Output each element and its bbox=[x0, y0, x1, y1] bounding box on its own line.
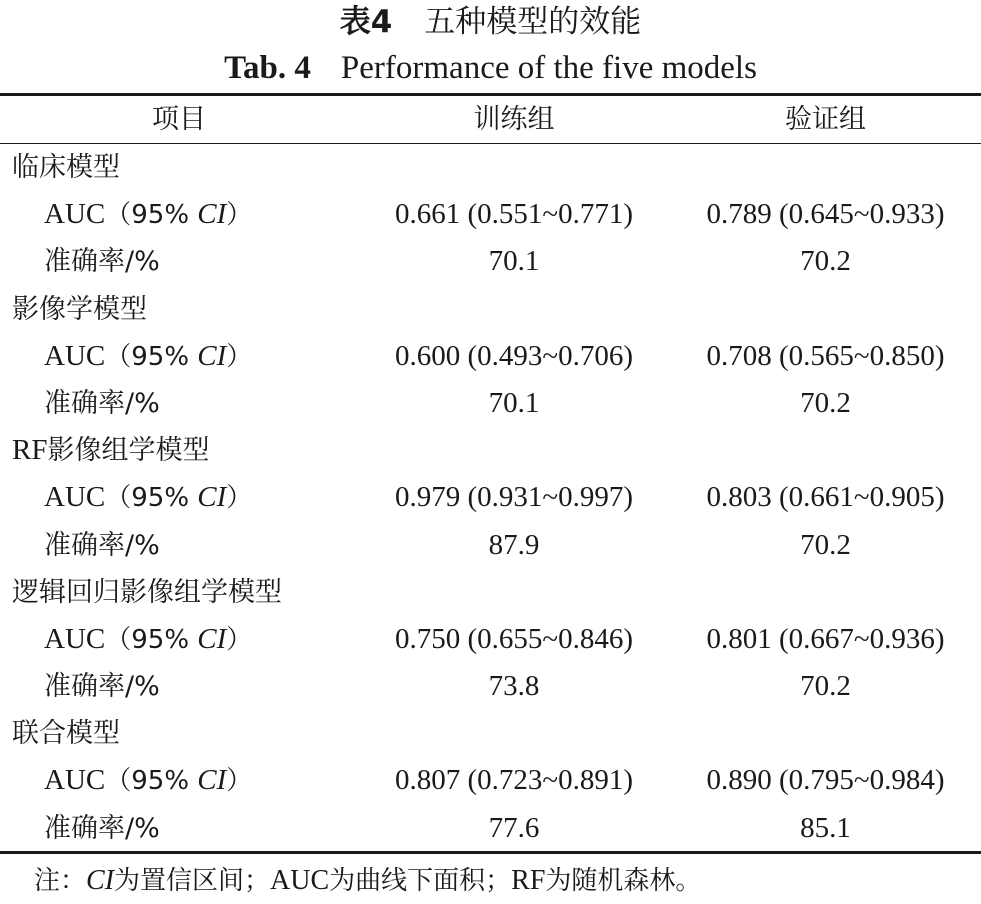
accuracy-valid-value: 85.1 bbox=[800, 811, 851, 844]
table-row-accuracy bbox=[0, 522, 981, 569]
accuracy-valid-value: 70.2 bbox=[800, 528, 851, 561]
accuracy-train-value: 70.1 bbox=[488, 386, 540, 419]
table-row-accuracy bbox=[0, 805, 981, 852]
table-header-row bbox=[0, 96, 981, 143]
accuracy-label: 准确率/% bbox=[44, 812, 160, 844]
auc-label: AUC（95% CI） bbox=[44, 339, 253, 372]
auc-label: AUC（95% CI） bbox=[44, 198, 253, 231]
table-body bbox=[0, 144, 981, 852]
accuracy-train-value: 73.8 bbox=[488, 670, 540, 703]
auc-valid-value: 0.803 (0.661~0.905) bbox=[706, 481, 945, 514]
group-label: 逻辑回归影像组学模型 bbox=[12, 576, 282, 608]
accuracy-label: 准确率/% bbox=[44, 529, 160, 561]
auc-valid-value: 0.801 (0.667~0.936) bbox=[706, 622, 945, 655]
accuracy-label: 准确率/% bbox=[44, 246, 160, 278]
auc-train-value: 0.750 (0.655~0.846) bbox=[394, 622, 633, 655]
header-valid: 验证组 bbox=[785, 104, 866, 135]
table-row-group-title bbox=[0, 427, 981, 474]
auc-train-value: 0.661 (0.551~0.771) bbox=[394, 198, 633, 231]
group-label: RF影像组学模型 bbox=[12, 434, 210, 467]
table-number-cn: 表4 bbox=[339, 4, 393, 40]
header-item: 项目 bbox=[152, 104, 206, 135]
table-title-en: Performance of the five models bbox=[340, 50, 757, 86]
group-label: 影像学模型 bbox=[12, 293, 147, 325]
table-row-auc bbox=[0, 616, 981, 663]
table-footnote: 注：CI为置信区间；AUC为曲线下面积；RF为随机森林。 bbox=[34, 865, 702, 896]
table-row-accuracy bbox=[0, 238, 981, 285]
accuracy-valid-value: 70.2 bbox=[800, 245, 851, 278]
accuracy-label: 准确率/% bbox=[44, 671, 160, 703]
accuracy-train-value: 77.6 bbox=[488, 811, 540, 844]
table-row-group-title bbox=[0, 710, 981, 757]
accuracy-valid-value: 70.2 bbox=[800, 386, 851, 419]
table-row-group-title bbox=[0, 286, 981, 333]
accuracy-valid-value: 70.2 bbox=[800, 670, 851, 703]
auc-train-value: 0.807 (0.723~0.891) bbox=[394, 764, 633, 797]
auc-train-value: 0.979 (0.931~0.997) bbox=[394, 481, 633, 514]
group-label: 临床模型 bbox=[12, 152, 120, 183]
table-row-auc bbox=[0, 757, 981, 804]
table-row-accuracy bbox=[0, 380, 981, 427]
auc-valid-value: 0.708 (0.565~0.850) bbox=[706, 339, 945, 372]
table-title-cn: 五种模型的效能 bbox=[424, 4, 642, 40]
auc-valid-value: 0.890 (0.795~0.984) bbox=[706, 764, 945, 797]
table-row-auc bbox=[0, 333, 981, 380]
group-label: 联合模型 bbox=[12, 718, 120, 750]
table-row-accuracy bbox=[0, 663, 981, 710]
auc-valid-value: 0.789 (0.645~0.933) bbox=[706, 198, 945, 231]
table-bottom-rule bbox=[0, 851, 981, 854]
table-row-group-title bbox=[0, 144, 981, 191]
accuracy-train-value: 87.9 bbox=[488, 528, 540, 561]
header-train: 训练组 bbox=[473, 104, 555, 135]
accuracy-label: 准确率/% bbox=[44, 387, 160, 419]
table-row-auc bbox=[0, 191, 981, 238]
auc-label: AUC（95% CI） bbox=[44, 481, 253, 514]
table-caption-chinese bbox=[0, 0, 981, 44]
table-number-en: Tab. 4 bbox=[224, 50, 311, 86]
auc-label: AUC（95% CI） bbox=[44, 764, 253, 797]
accuracy-train-value: 70.1 bbox=[488, 245, 540, 278]
table-row-auc bbox=[0, 474, 981, 521]
auc-train-value: 0.600 (0.493~0.706) bbox=[394, 339, 633, 372]
table-row-group-title bbox=[0, 569, 981, 616]
table-caption-english bbox=[0, 44, 981, 92]
auc-label: AUC（95% CI） bbox=[44, 622, 253, 655]
